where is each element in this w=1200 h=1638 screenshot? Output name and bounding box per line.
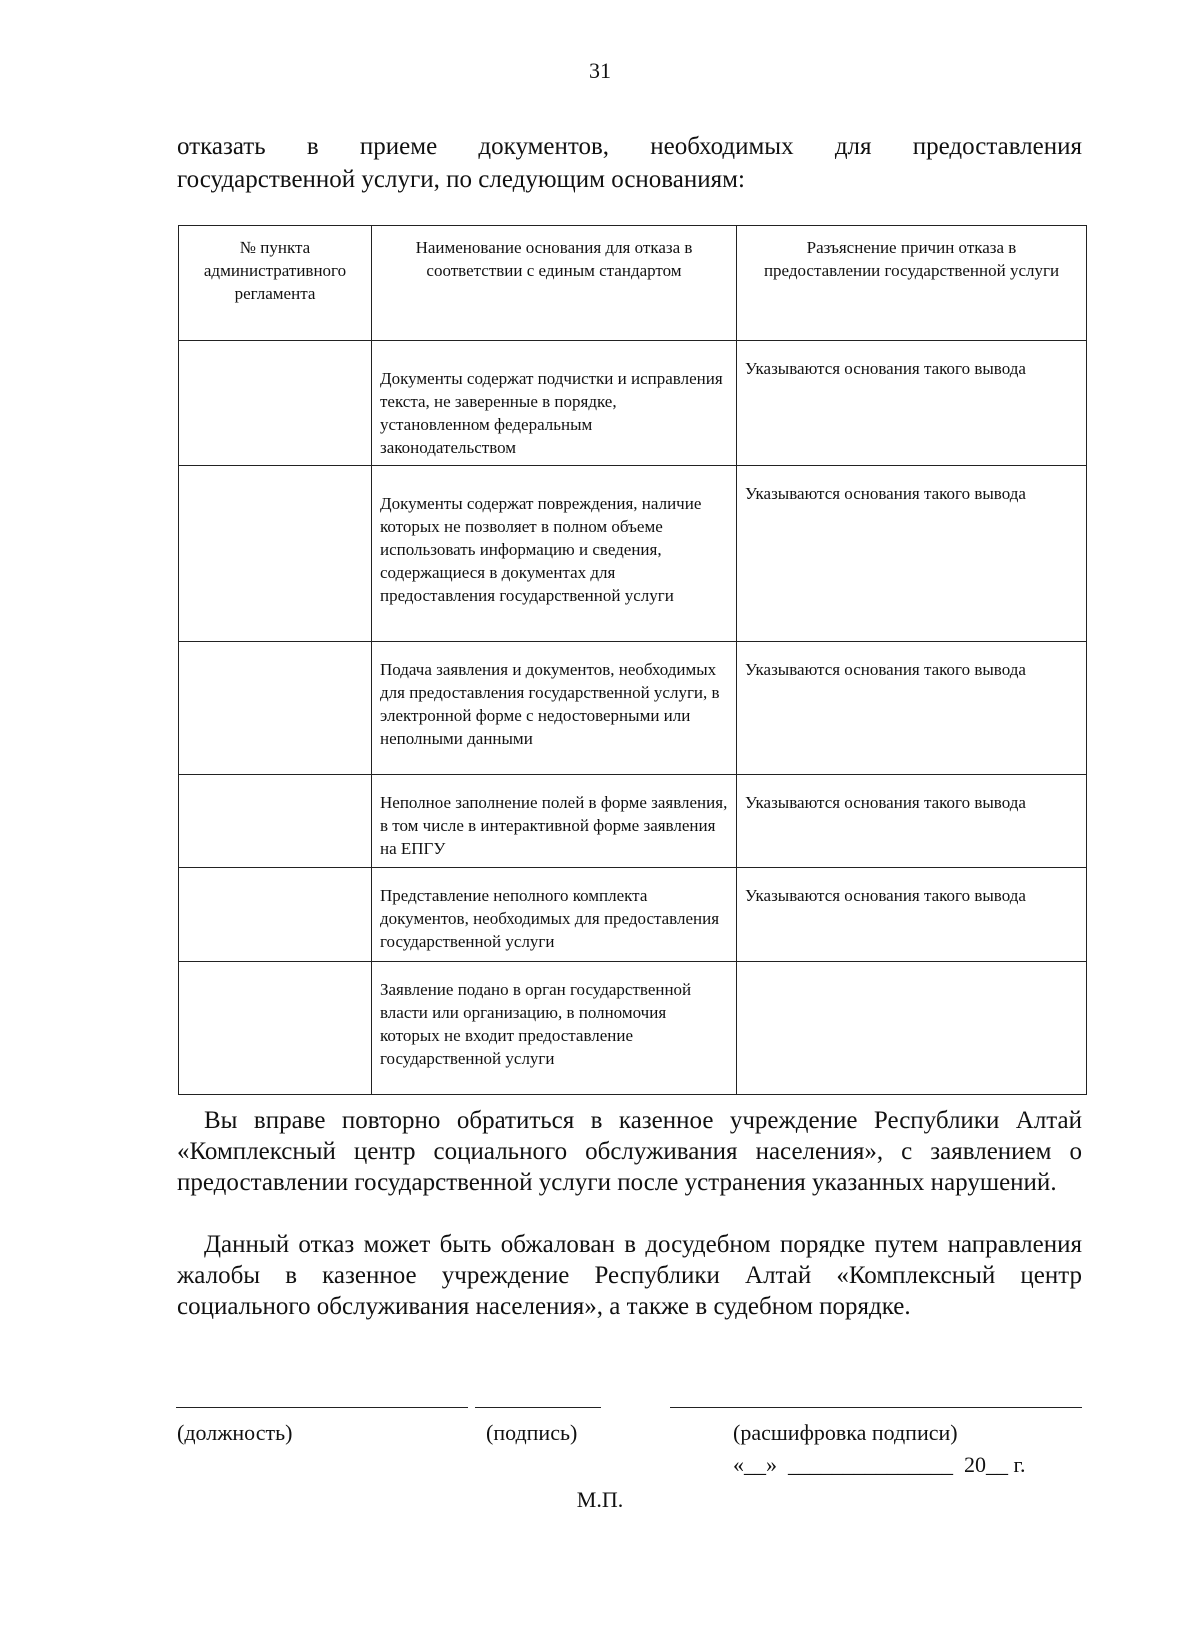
row-explanation-cell xyxy=(737,962,1087,1095)
position-label: (должность) xyxy=(177,1420,293,1445)
signature-line xyxy=(475,1407,601,1408)
intro-text xyxy=(177,130,1082,196)
row-explanation-cell: Указываются основания такого вывода xyxy=(737,868,1087,962)
stamp-placeholder: М.П. xyxy=(576,1487,624,1512)
intro-line-2: государственной услуги, по следующим основаниям: xyxy=(177,166,745,193)
date-line: «__» _______________ 20__ г. xyxy=(733,1452,1026,1477)
refusal-grounds-table xyxy=(178,225,1087,1095)
position-line xyxy=(176,1407,468,1408)
row-explanation-cell: Указываются основания такого вывода xyxy=(737,775,1087,868)
appeal-paragraph: Вы вправе повторно обратиться в казенное учреждение Республики Алтай «Комплексный центр социального обслуживания населения», с заявлением о предоставлении государственной услуги после устранения указанных нарушений. xyxy=(177,1107,1082,1196)
table-row xyxy=(179,341,1087,466)
page-number: 31 xyxy=(589,58,611,83)
row-number-cell xyxy=(179,341,372,466)
row-explanation-cell: Указываются основания такого вывода xyxy=(737,341,1087,466)
row-name-cell: Подача заявления и документов, необходимых для предоставления государственной услуги, в электронной форме с недостоверными или неполными данными xyxy=(372,642,737,775)
table-row xyxy=(179,642,1087,775)
row-number-cell xyxy=(179,962,372,1095)
row-explanation-cell: Указываются основания такого вывода xyxy=(737,642,1087,775)
intro-line-1: отказать в приеме документов, необходимых для предоставления xyxy=(177,133,1082,160)
row-explanation-cell: Указываются основания такого вывода xyxy=(737,466,1087,642)
header-name: Наименование основания для отказа в соответствии с единым стандартом xyxy=(372,226,737,341)
row-name-cell: Неполное заполнение полей в форме заявления, в том числе в интерактивной форме заявления на ЕПГУ xyxy=(372,775,737,868)
table-row xyxy=(179,962,1087,1095)
decoding-label: (расшифровка подписи) xyxy=(733,1420,958,1445)
row-number-cell xyxy=(179,642,372,775)
row-name-cell: Документы содержат подчистки и исправления текста, не заверенные в порядке, установленном федеральным законодательством xyxy=(372,341,737,466)
decoding-line xyxy=(670,1407,1082,1408)
header-explanation: Разъяснение причин отказа в предоставлении государственной услуги xyxy=(737,226,1087,341)
row-name-cell: Документы содержат повреждения, наличие которых не позволяет в полном объеме использовать информацию и сведения, содержащиеся в документах для предоставления государственной услуги xyxy=(372,466,737,642)
row-number-cell xyxy=(179,868,372,962)
table-row xyxy=(179,775,1087,868)
row-name-cell: Представление неполного комплекта документов, необходимых для предоставления государственной услуги xyxy=(372,868,737,962)
row-number-cell xyxy=(179,775,372,868)
header-number: № пункта административного регламента xyxy=(179,226,372,341)
row-number-cell xyxy=(179,466,372,642)
signature-label: (подпись) xyxy=(486,1420,578,1445)
row-name-cell: Заявление подано в орган государственной власти или организацию, в полномочия которых не входит предоставление государственной услуги xyxy=(372,962,737,1095)
table-header-row xyxy=(179,226,1087,341)
table-row xyxy=(179,868,1087,962)
table-row xyxy=(179,466,1087,642)
complaint-paragraph: Данный отказ может быть обжалован в досудебном порядке путем направления жалобы в казенное учреждение Республики Алтай «Комплексный центр социального обслуживания населения», а также в судебном порядке. xyxy=(177,1231,1082,1320)
